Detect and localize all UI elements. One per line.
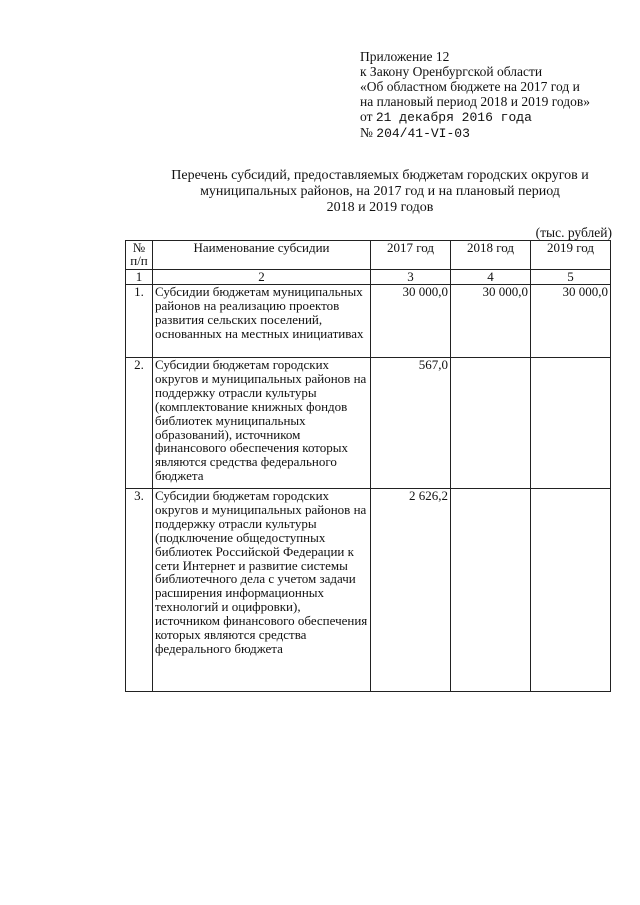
appendix-number	[360, 125, 590, 141]
row-value-2017: 30 000,0	[371, 285, 451, 358]
appendix-line-4: на плановый период 2018 и 2019 годов»	[360, 94, 591, 109]
appendix-line-1: Приложение 12	[360, 49, 450, 64]
header-2017: 2017 год	[371, 241, 451, 270]
row-name: Субсидии бюджетам городских округов и муниципальных районов на поддержку отрасли культуры (подключение общедоступных библиотек Российской Федерации к сети Интернет и развитие системы библиотечного дела с учетом задачи расширения информационных технологий и оцифровки), источником финансового обеспечения которых являются средства федерального бюджета	[153, 489, 371, 692]
row-value-2019	[531, 489, 611, 692]
appendix-line-2: к Закону Оренбургской области	[360, 64, 543, 79]
appendix-date-value: 21 декабря 2016 года	[375, 110, 532, 125]
index-cell: 3	[371, 270, 451, 285]
row-value-2017: 567,0	[371, 358, 451, 489]
document-title	[150, 168, 610, 216]
header-num: № п/п	[126, 241, 153, 270]
index-cell: 5	[531, 270, 611, 285]
table-row	[126, 489, 611, 692]
subsidies-table	[125, 240, 611, 692]
row-value-2017: 2 626,2	[371, 489, 451, 692]
header-2019: 2019 год	[531, 241, 611, 270]
row-name: Субсидии бюджетам городских округов и муниципальных районов на поддержку отрасли культуры (комплектование книжных фондов библиотек муниципальных образований), источником финансового обеспечения которых являются средства федерального бюджета	[153, 358, 371, 489]
appendix-line-3: «Об областном бюджете на 2017 год и	[360, 79, 580, 94]
appendix-block	[360, 49, 590, 141]
title-line-2: муниципальных районов, на 2017 год и на плановый период	[200, 184, 560, 199]
row-value-2018: 30 000,0	[451, 285, 531, 358]
row-number: 3.	[126, 489, 153, 692]
row-value-2019	[531, 358, 611, 489]
row-name: Субсидии бюджетам муниципальных районов на реализацию проектов развития сельских поселений, основанных на местных инициативах	[153, 285, 371, 358]
index-cell: 1	[126, 270, 153, 285]
header-name: Наименование субсидии	[153, 241, 371, 270]
table-header-row	[126, 241, 611, 270]
row-number: 1.	[126, 285, 153, 358]
row-number: 2.	[126, 358, 153, 489]
units-label: (тыс. рублей)	[535, 225, 612, 240]
appendix-number-prefix: №	[360, 125, 373, 140]
appendix-number-value: 204/41-VI-03	[376, 126, 470, 141]
appendix-date	[360, 109, 590, 125]
title-line-3: 2018 и 2019 годов	[326, 200, 434, 215]
title-line-1: Перечень субсидий, предоставляемых бюджетам городских округов и	[171, 168, 589, 183]
row-value-2019: 30 000,0	[531, 285, 611, 358]
index-cell: 2	[153, 270, 371, 285]
row-value-2018	[451, 358, 531, 489]
header-2018: 2018 год	[451, 241, 531, 270]
row-value-2018	[451, 489, 531, 692]
index-cell: 4	[451, 270, 531, 285]
appendix-date-prefix: от	[360, 109, 373, 124]
table-row	[126, 358, 611, 489]
table-index-row	[126, 270, 611, 285]
table-row	[126, 285, 611, 358]
